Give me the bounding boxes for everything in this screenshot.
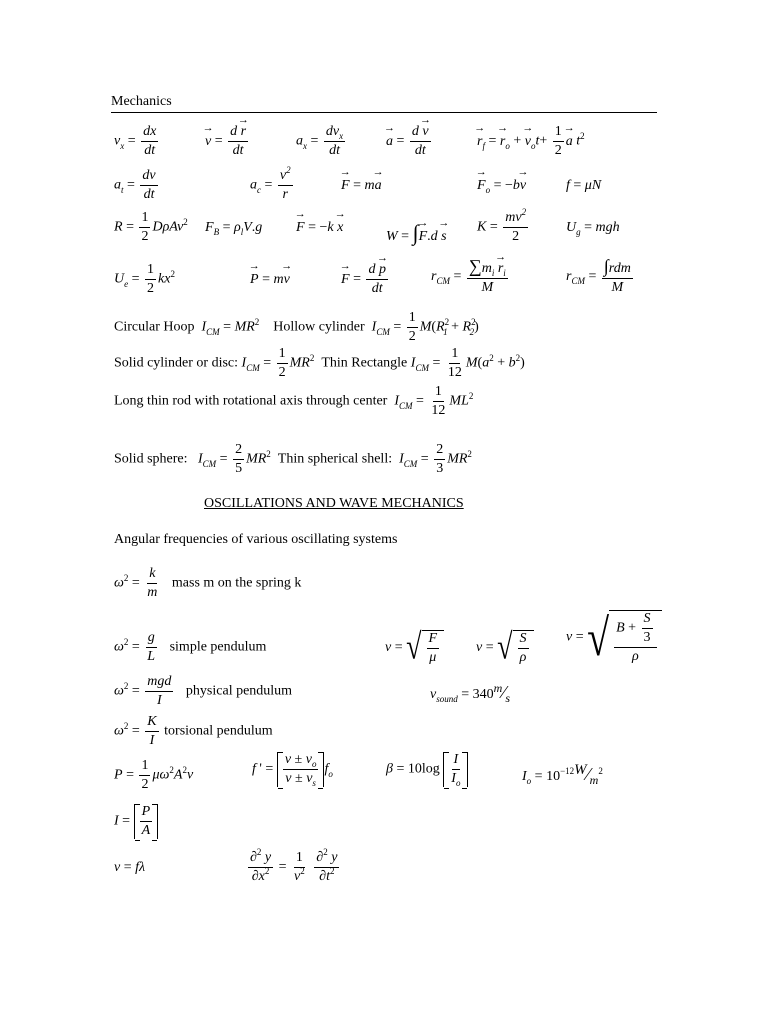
formula-wave-power: P = $\frac{1}{2}$ $\mu\omega^2A^2v$ <box>114 758 194 792</box>
inertia-hoop-row: Circular Hoop $I_{CM} = MR^2$ Hollow cylinder $I_{CM}$ = $\frac{1}{2}$ $M(R^2_1 + R^2_2)$ <box>114 310 479 344</box>
formula-v-vector: → v = $\frac{d \to r}{dt}$ <box>205 124 250 159</box>
formula-decibel: β = 10log $\frac{I}{I_o}$ <box>386 752 468 787</box>
formula-intensity-ref: $I_o$ = $10^{-12}W⁄m^2$ <box>522 762 603 787</box>
speed-of-sound-value: 340 <box>472 687 494 702</box>
formula-a-vector: → a = $\frac{d \to v}{dt}$ <box>386 124 433 159</box>
formula-ax: $a_x$ = $\frac{dv_x}{dt}$ <box>296 124 344 158</box>
formula-ac: $a_c$ = $\frac{v^2}{r}$ <box>250 165 291 202</box>
label-solid-sphere: Solid sphere: <box>114 451 188 467</box>
inertia-cylinder-row: Solid cylinder or disc: $I_{CM}$ = $\frac{1}{2}$ $MR^2$ Thin Rectangle $I_{CM}$ = $\frac{1}{12}$ $M(a^2 + b^2)$ <box>114 346 525 380</box>
label-physical-pendulum: physical pendulum <box>185 683 293 699</box>
omega-spring: $\omega^2$ = $\frac{k}{m}$ mass m on the spring k <box>114 566 302 600</box>
formula-potential-g: $U_g$ = mgh <box>566 220 620 237</box>
formula-work: W = ∫→ F.d → s <box>386 220 447 246</box>
inertia-sphere-row: Solid sphere: $I_{CM}$ = $\frac{2}{5}$ $MR^2$ Thin spherical shell: $I_{CM}$ = $\frac{2}{3}$ $MR^2$ <box>114 442 472 476</box>
wave-speed-fluid: v = √ B + $\frac{S}{3}$ ρ <box>566 610 662 665</box>
formula-at: $a_t$ = $\frac{dv}{dt}$ <box>114 168 156 202</box>
formula-intensity: I = $\frac{P}{A}$ <box>114 804 158 839</box>
omega-torsional-pendulum: $\omega^2$ = $\frac{K}{I}$ torsional pendulum <box>114 714 273 748</box>
wave-speed-solid: v = √ $\frac{S}{\rho}$ <box>476 630 534 666</box>
formula-force-dp: → F = $\frac{d \to p}{dt}$ <box>341 262 390 297</box>
formula-newton: → F = m→ a <box>341 178 382 194</box>
angular-freq-heading: Angular frequencies of various oscillating systems <box>114 532 398 547</box>
omega-simple-pendulum: $\omega^2$ = $\frac{g}{L}$ simple pendulum <box>114 630 267 664</box>
formula-rf: → $r_f$ = → $r_o$ + → $v_ot+$ $\frac{1}{2}$ → a $t^2$ <box>477 124 585 159</box>
formula-drag: → $F_o = -b\to v$ <box>477 178 526 194</box>
omega-physical-pendulum: $\omega^2$ = $\frac{\text{mgd}}{I}$ physical pendulum <box>114 674 293 708</box>
formula-drag-R: R = $\frac{1}{2}$ DρAv$^2$ <box>114 210 188 244</box>
inertia-rod-row: Long thin rod with rotational axis through center $I_{CM}$ = $\frac{1}{12}$ $ML^2$ <box>114 384 474 418</box>
title-rule <box>111 112 657 113</box>
formula-hooke: → F = −k → x <box>296 220 343 236</box>
formula-friction: f = μN <box>566 178 602 193</box>
label-torsional-pendulum: torsional pendulum <box>164 723 273 739</box>
label-thin-rectangle: Thin Rectangle <box>321 355 408 371</box>
label-circular-hoop: Circular Hoop <box>114 319 195 335</box>
formula-doppler: f ' = $\frac{v \pm v_o}{v \pm v_s}$ $f_o$ <box>252 752 333 788</box>
label-solid-cylinder: Solid cylinder or disc: <box>114 355 239 371</box>
formula-kinetic: K = $\frac{mv^2}{2}$ <box>477 207 527 244</box>
decibel-coef: 10log <box>407 761 440 777</box>
label-simple-pendulum: simple pendulum <box>169 639 267 655</box>
speed-of-sound: $v_{sound}$ = 340m⁄s <box>430 681 510 705</box>
intensity-exponent: −12 <box>560 766 575 776</box>
label-thin-shell: Thin spherical shell: <box>277 451 393 467</box>
label-long-thin-rod: Long thin rod with rotational axis through center <box>114 393 388 409</box>
formula-wave-equation: $\frac{\partial^2 y}{\partial x^2}$ = $\frac{1}{v^2}$ $\frac{\partial^2 y}{\partial t^2}$ <box>250 847 338 884</box>
formula-wave-speed: v = fλ <box>114 860 146 875</box>
formula-potential-e: $U_e$ = $\frac{1}{2}$ $kx^2$ <box>114 262 175 296</box>
section-title: OSCILLATIONS AND WAVE MECHANICS <box>204 496 464 511</box>
formula-rcm-sum: $r_{CM}$ = $\frac{\sum m_i \to r_i}{M}$ <box>431 258 510 296</box>
label-mass-spring: mass m on the spring k <box>171 575 302 591</box>
wave-speed-string: v = √ $\frac{F}{\mu}$ <box>385 630 444 666</box>
formula-vx: $v_x$ = $\frac{dx}{dt}$ <box>114 124 157 158</box>
page-title: Mechanics <box>111 94 172 109</box>
formula-rcm-int: $r_{CM}$ = $\frac{\text{∫rdm}}{M}$ <box>566 256 631 295</box>
formula-buoyancy: $F_B = \rho_lV.g$ <box>205 220 263 237</box>
formula-momentum: → P = m→ v <box>250 272 290 288</box>
label-hollow-cylinder: Hollow cylinder <box>273 319 365 335</box>
